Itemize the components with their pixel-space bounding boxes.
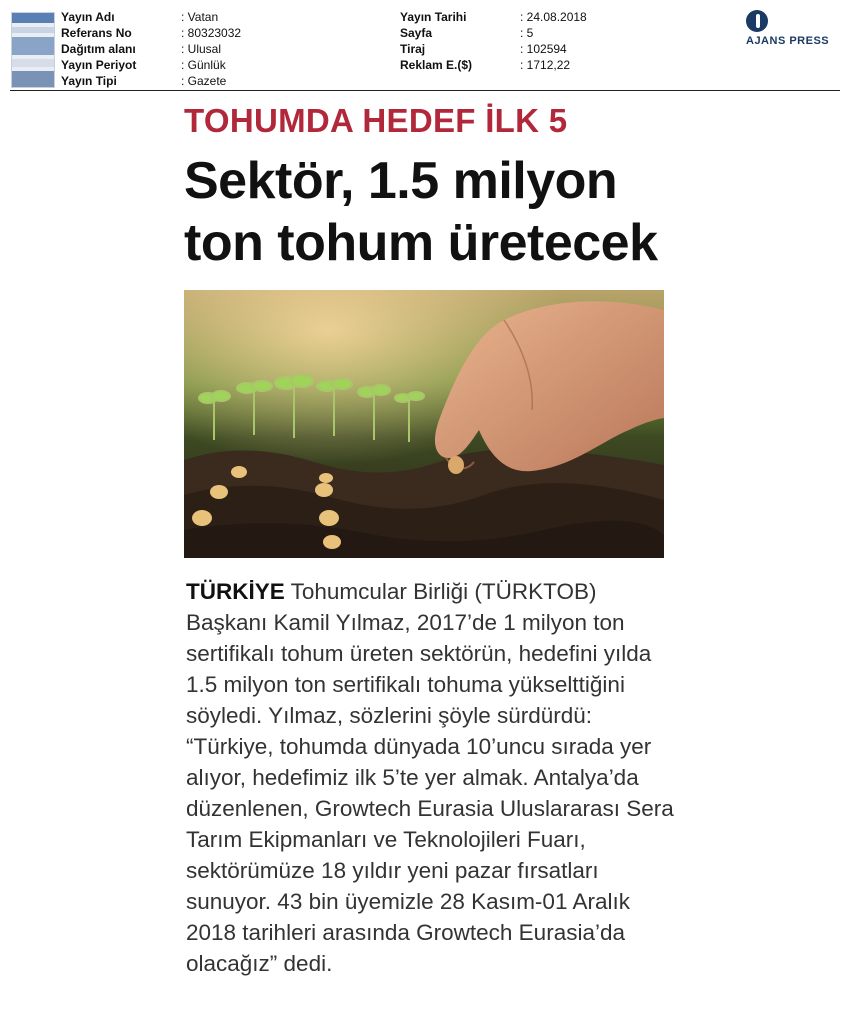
meta-row-period [61, 57, 241, 73]
meta-value: : Günlük [181, 58, 226, 72]
newspaper-thumbnail [11, 12, 55, 88]
meta-label: Yayın Tarihi [400, 10, 467, 24]
meta-value: : Vatan [181, 10, 219, 24]
meta-row-date [400, 9, 587, 25]
meta-value: : 1712,22 [520, 58, 571, 72]
article-body-lead: TÜRKİYE [186, 579, 285, 604]
logo-mark-icon [746, 10, 768, 32]
meta-row-page [400, 25, 587, 41]
meta-value: : 5 [520, 26, 534, 40]
article-headline [184, 150, 704, 274]
meta-label: Referans No [61, 26, 132, 40]
meta-label: Sayfa [400, 26, 433, 40]
meta-row-publication-name [61, 9, 241, 25]
article-body [186, 576, 676, 979]
meta-label: Dağıtım alanı [61, 42, 136, 56]
meta-row-ad-equivalent [400, 57, 587, 73]
meta-label: Yayın Periyot [61, 58, 137, 72]
meta-row-reference-no [61, 25, 241, 41]
meta-value: : 80323032 [181, 26, 242, 40]
meta-row-circulation [400, 41, 587, 57]
publication-meta-left [61, 9, 241, 89]
article-photo-hand-planting-seeds [184, 290, 664, 558]
meta-label: Yayın Tipi [61, 74, 117, 88]
meta-label: Reklam E.($) [400, 58, 473, 72]
meta-value: : 24.08.2018 [520, 10, 587, 24]
article-kicker: TOHUMDA HEDEF İLK 5 [184, 102, 568, 139]
headline-line-1: Sektör, 1.5 milyon [184, 152, 618, 210]
article-body-text: Tohumcular Birliği (TÜRKTOB) Başkanı Kamil Yılmaz, 2017’de 1 milyon ton sertifikalı tohum üreten sektörün, hedefini yılda 1.5 milyon ton sertifikalı tohuma yükselttiğini söyledi. Yılmaz, sözlerini şöyle sürdürdü: “Türkiye, tohumda dünyada 10’uncu sırada yer alıyor, hedefimiz ilk 5’te yer almak. Antalya’da düzenlenen, Growtech Eurasia Uluslararası Sera Tarım Ekipmanları ve Teknolojileri Fuarı, sektörümüze 18 yıldır yeni pazar fırsatları sunuyor. 43 bin üyemizle 28 Kasım-01 Aralık 2018 tarihleri arasında Growtech Eurasia’da olacağız” dedi. [186, 579, 674, 976]
logo-text: AJANS PRESS [746, 35, 830, 47]
meta-value: : 102594 [520, 42, 567, 56]
meta-value: : Ulusal [181, 42, 222, 56]
meta-row-distribution [61, 41, 241, 57]
meta-row-type [61, 73, 241, 89]
meta-label: Tiraj [400, 42, 426, 56]
meta-value: : Gazete [181, 74, 227, 88]
publication-meta-right [400, 9, 587, 73]
headline-line-2: ton tohum üretecek [184, 214, 658, 272]
header-divider [10, 90, 840, 91]
meta-label: Yayın Adı [61, 10, 115, 24]
